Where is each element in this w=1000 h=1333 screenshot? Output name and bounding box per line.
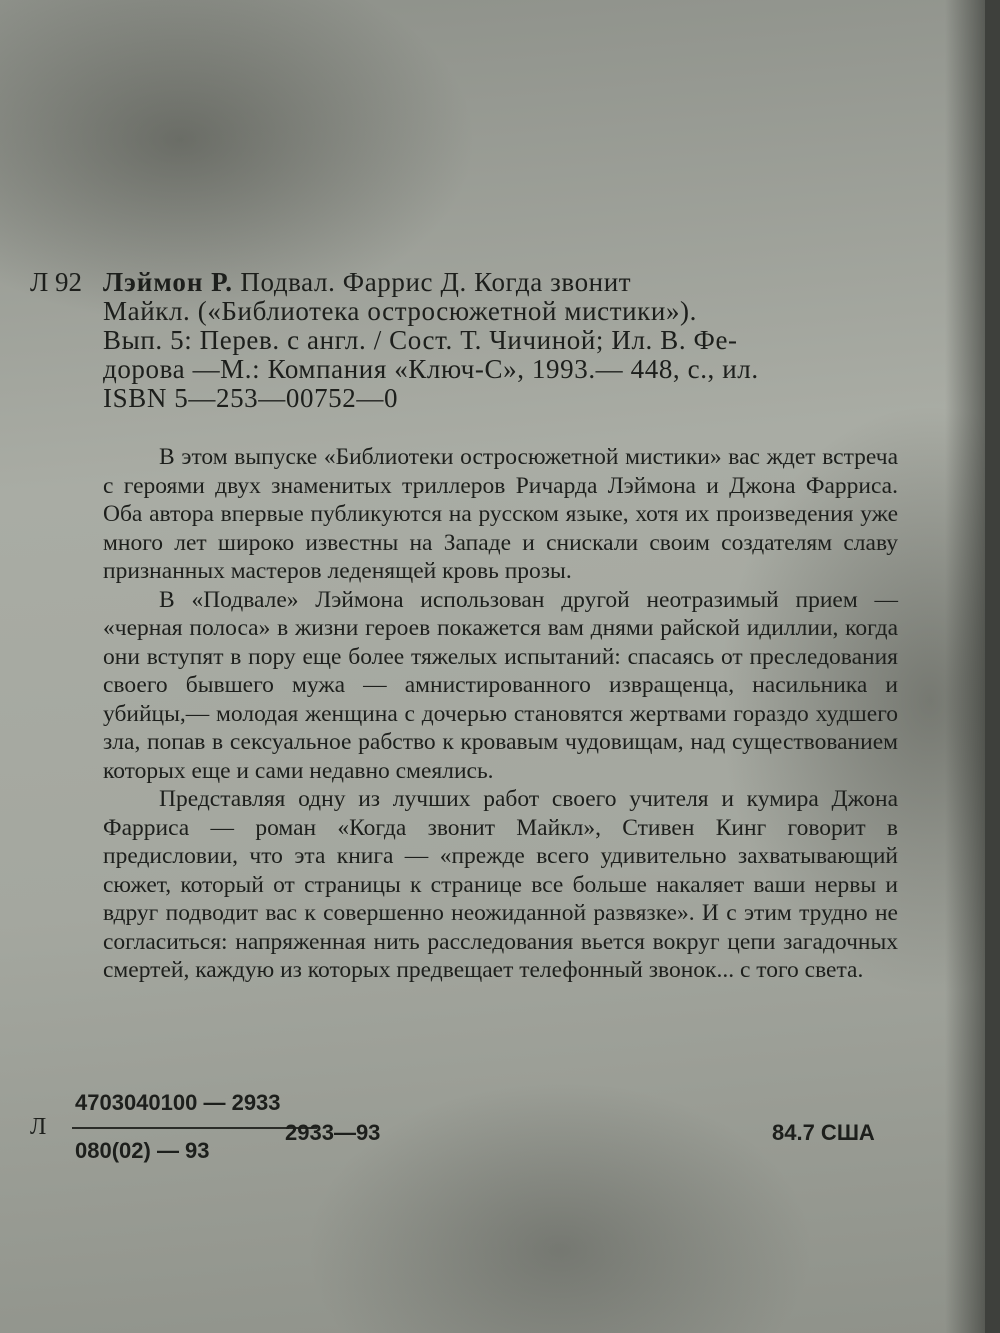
index-numerator: 4703040100 — 2933	[75, 1090, 281, 1115]
bib-line-3: Вып. 5: Перев. с англ. / Сост. Т. Чичиной; Ил. В. Фе-	[103, 325, 738, 355]
bib-line-1-rest: Подвал. Фаррис Д. Когда звонит	[240, 267, 632, 297]
classification-code: 84.7 США	[772, 1120, 875, 1145]
bib-line-2: Майкл. («Библиотека остросюжетной мистики»).	[103, 296, 697, 326]
library-code: Л 92	[30, 267, 83, 297]
author-name: Лэймон Р.	[103, 267, 234, 297]
index-denominator: 080(02) — 93	[75, 1138, 210, 1163]
index-letter: Л	[30, 1114, 47, 1140]
order-number: 2933—93	[285, 1120, 381, 1145]
bibliographic-record	[30, 267, 903, 413]
isbn: ISBN 5—253—00752—0	[103, 383, 399, 413]
bib-line-4: дорова —М.: Компания «Ключ-С», 1993.— 448, с., ил.	[103, 354, 759, 384]
publication-index	[30, 1090, 930, 1170]
annotation-paragraph-1: В этом выпуске «Библиотеки остросюжетной мистики» вас ждет встреча с героями двух знаменитых триллеров Ричарда Лэймона и Джона Фарриса. Оба автора впервые публикуются на русском языке, хотя их произведения уже много лет широко известны на Западе и снискали своим создателям славу признанных мастеров леденящей кровь прозы.	[103, 444, 898, 584]
annotation-paragraph-2: В «Подвале» Лэймона использован другой неотразимый прием — «черная полоса» в жизни героев покажется вам днями райской идиллии, когда они вступят в пору еще более тяжелых испытаний: спасаясь от преследования своего бывшего мужа — амнистированного извращенца, насильника и убийцы,— молодая женщина с дочерью становятся жертвами гораздо худшего зла, попав в сексуальное рабство к кровавым чудовищам, над существованием которых еще и сами недавно смеялись.	[103, 586, 898, 784]
fraction-rule	[72, 1127, 317, 1129]
annotation-paragraph-3: Представляя одну из лучших работ своего учителя и кумира Джона Фарриса — роман «Когда звонит Майкл», Стивен Кинг говорит в предисловии, что эта книга — «прежде всего удивительно захватывающий сюжет, который от страницы к странице все больше накаляет ваши нервы и вдруг подводит вас к совершенно неожиданной развязке». И с этим трудно не согласиться: напряженная нить расследования вьется вокруг цепи загадочных смертей, каждую из которых предвещает телефонный звонок... с того света.	[103, 786, 898, 983]
annotation	[103, 443, 898, 985]
page-edge-shadow	[945, 0, 985, 1333]
bib-line-1	[103, 268, 903, 297]
